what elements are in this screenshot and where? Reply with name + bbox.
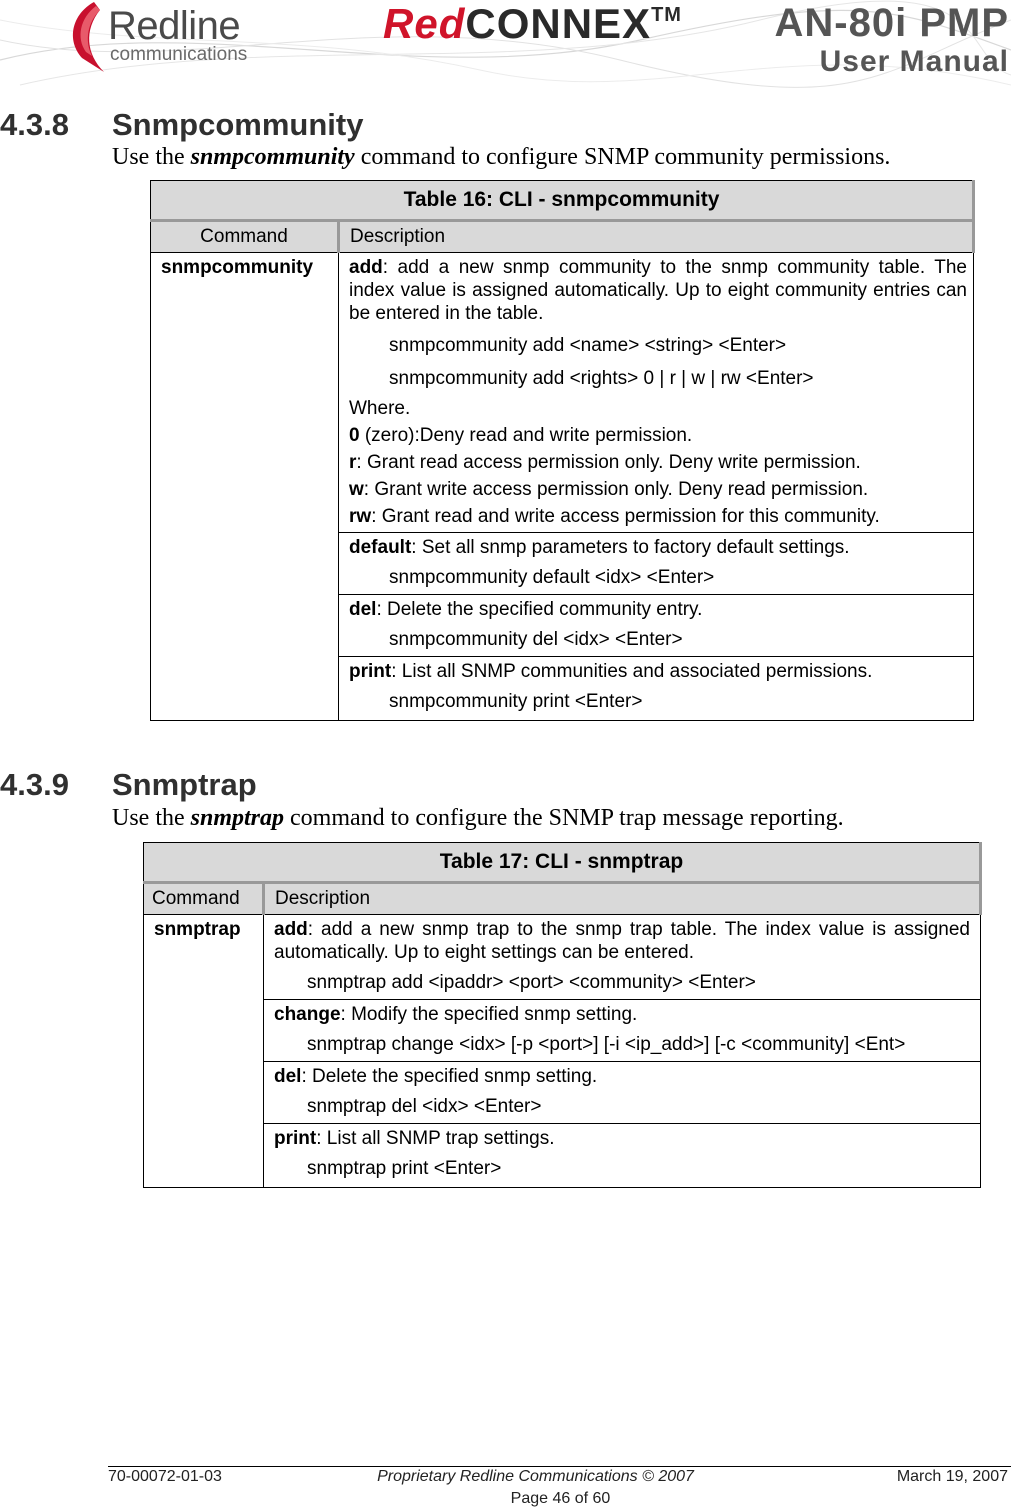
section-title: Snmpcommunity: [112, 107, 364, 142]
column-header-command: Command: [144, 883, 264, 915]
subcommand-text: : List all SNMP communities and associated permissions.: [391, 661, 873, 682]
table-row-change: [264, 1000, 981, 1062]
where-label: Where.: [349, 398, 411, 419]
subcommand-name: del: [274, 1066, 302, 1087]
intro-text: Use the: [112, 805, 191, 831]
option-key: r: [349, 452, 357, 473]
subcommand-text: : Modify the specified snmp setting.: [340, 1004, 638, 1025]
section-number: 4.3.9: [0, 767, 69, 802]
table-caption: Table 17: CLI - snmptrap: [144, 843, 981, 883]
option-text: : Grant read and write access permission for this community.: [371, 506, 880, 527]
table-snmptrap: [143, 842, 982, 1188]
subcommand-name: del: [349, 599, 377, 620]
table-snmpcommunity: [150, 180, 975, 721]
option-key: rw: [349, 506, 372, 527]
subcommand-text: : add a new snmp trap to the snmp trap table. The index value is assigned automatically. Up to eight settings can be entered.: [274, 919, 970, 963]
section-intro: [112, 144, 890, 171]
option-key: w: [349, 479, 364, 500]
description-text: [274, 1000, 974, 1028]
option-text: (zero):Deny read and write permission.: [359, 425, 693, 446]
brand-title: [383, 0, 682, 48]
description-text: [349, 595, 967, 623]
intro-text: Use the: [112, 144, 191, 170]
option-text: : Grant read access permission only. Deny write permission.: [356, 452, 861, 473]
footer-divider: [108, 1466, 1011, 1467]
example-syntax: snmptrap del <idx> <Enter>: [307, 1096, 542, 1117]
redline-logo-icon: [64, 0, 108, 76]
example-syntax: snmpcommunity add <rights> 0 | r | w | rw <Enter>: [389, 368, 814, 389]
table-row-default: [339, 533, 974, 595]
column-header-description: Description: [264, 883, 981, 915]
intro-command: snmpcommunity: [190, 144, 355, 170]
example-syntax: snmpcommunity print <Enter>: [389, 691, 643, 712]
subcommand-name: default: [349, 537, 412, 558]
description-text: [349, 253, 967, 325]
option-text: : Grant write access permission only. Deny read permission.: [363, 479, 869, 500]
logo-subtitle: communications: [110, 44, 248, 65]
subcommand-text: : Set all snmp parameters to factory default settings.: [411, 537, 850, 558]
example-syntax: snmpcommunity add <name> <string> <Enter>: [389, 335, 787, 356]
column-header-description: Description: [339, 221, 974, 253]
footer-proprietary: Proprietary Redline Communications © 2007: [377, 1468, 694, 1485]
description-text: [349, 657, 967, 685]
table-row-print: [339, 657, 974, 721]
option-item: [349, 449, 967, 476]
intro-command: snmptrap: [190, 805, 285, 831]
section-intro: [112, 805, 844, 832]
example-syntax: snmpcommunity default <idx> <Enter>: [389, 567, 715, 588]
table-caption: Table 16: CLI - snmpcommunity: [151, 181, 974, 221]
manual-name: User Manual: [819, 45, 1009, 78]
footer-doc-number: 70-00072-01-03: [108, 1468, 222, 1485]
description-text: [349, 533, 967, 561]
subcommand-text: : List all SNMP trap settings.: [316, 1128, 555, 1149]
footer-date: March 19, 2007: [896, 1468, 1008, 1485]
description-text: [274, 1062, 974, 1090]
command-cell: snmptrap: [144, 915, 264, 1188]
table-row-del: [264, 1062, 981, 1124]
table-row-del: [339, 595, 974, 657]
product-name: AN-80i PMP: [774, 1, 1009, 45]
section-title: Snmptrap: [112, 767, 257, 802]
subcommand-name: print: [274, 1128, 317, 1149]
example-syntax: snmptrap change <idx> [-p <port>] [-i <ip_add>] [-c <community] <Ent>: [307, 1034, 906, 1055]
description-text: [274, 915, 974, 964]
product-title: [775, 1, 1010, 79]
intro-text: command to configure the SNMP trap message reporting.: [284, 805, 844, 831]
table-row-print: [264, 1124, 981, 1188]
logo-wordmark: Redline: [108, 4, 241, 48]
description-text: [274, 1124, 974, 1152]
table-row-add: [264, 915, 981, 1000]
option-item: [349, 503, 967, 532]
option-item: [349, 422, 967, 449]
example-syntax: snmptrap print <Enter>: [307, 1158, 502, 1179]
subcommand-text: : Delete the specified community entry.: [376, 599, 703, 620]
section-heading-snmptrap: [0, 767, 257, 803]
table-row-add: [339, 253, 974, 533]
brand-black-part: CONNEX: [465, 0, 652, 47]
subcommand-name: add: [274, 919, 308, 940]
section-heading-snmpcommunity: [0, 107, 363, 143]
subcommand-text: : add a new snmp community to the snmp community table. The index value is assigned automatically. Up to eight community entries can be entered in the table.: [349, 257, 967, 324]
intro-text: command to configure SNMP community permissions.: [354, 144, 891, 170]
footer-page-number: Page 46 of 60: [510, 1490, 611, 1507]
subcommand-text: : Delete the specified snmp setting.: [301, 1066, 598, 1087]
section-number: 4.3.8: [0, 107, 69, 142]
command-cell: snmpcommunity: [151, 253, 339, 721]
page-header: [0, 0, 1011, 90]
example-syntax: snmptrap add <ipaddr> <port> <community> <Enter>: [307, 972, 756, 993]
column-header-command: Command: [151, 221, 339, 253]
subcommand-name: change: [274, 1004, 341, 1025]
option-key: 0: [349, 425, 360, 446]
subcommand-name: print: [349, 661, 392, 682]
trademark-mark: TM: [651, 4, 682, 26]
option-item: [349, 476, 967, 503]
example-syntax: snmpcommunity del <idx> <Enter>: [389, 629, 683, 650]
brand-red-part: Red: [383, 0, 466, 47]
subcommand-name: add: [349, 257, 383, 278]
